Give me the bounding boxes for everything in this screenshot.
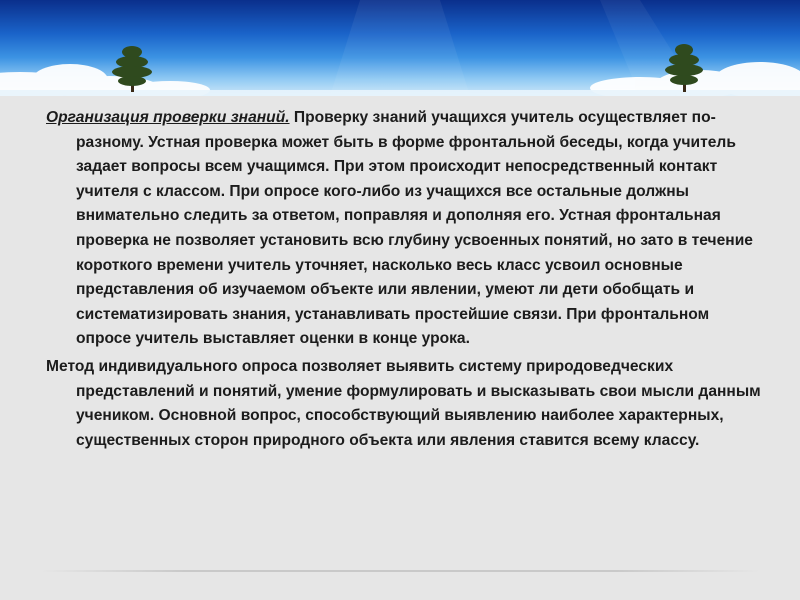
paragraph-1-text: Проверку знаний учащихся учитель осуществляет по-разному. Устная проверка может быть в форме фронтальной беседы, когда учитель задает вопросы всем учащимся. При этом происходит непосредственный контакт учителя с классом. При опросе кого-либо из учащихся все остальные должны внимательно следить за ответом, поправляя и дополняя его. Устная фронтальная проверка не позволяет установить всю глубину усвоенных понятий, но зато в течение короткого времени учитель уточняет, насколько весь класс усвоил основные представления об изучаемом объекте или явлении, умеют ли дети обобщать и систематизировать знания, устанавливать простейшие связи. При фронтальном опросе учитель выставляет оценки в конце урока. bbox=[76, 109, 753, 348]
paragraph-2-text: Метод индивидуального опроса позволяет выявить систему природоведческих представлений и понятий, умение формулировать и высказывать свои мысли данным учеником. Основной вопрос, способствующий выявлению наиболее характерных, существенных сторон природного объекта или явления ставится всему классу. bbox=[46, 357, 761, 449]
paragraph-2 bbox=[46, 355, 762, 453]
paragraph-1-lead: Организация проверки знаний. bbox=[46, 109, 290, 126]
footer-divider bbox=[40, 570, 760, 572]
sky-banner bbox=[0, 0, 800, 96]
slide-body bbox=[46, 106, 762, 456]
sky-banner-art bbox=[0, 0, 800, 96]
paragraph-1 bbox=[46, 106, 762, 352]
